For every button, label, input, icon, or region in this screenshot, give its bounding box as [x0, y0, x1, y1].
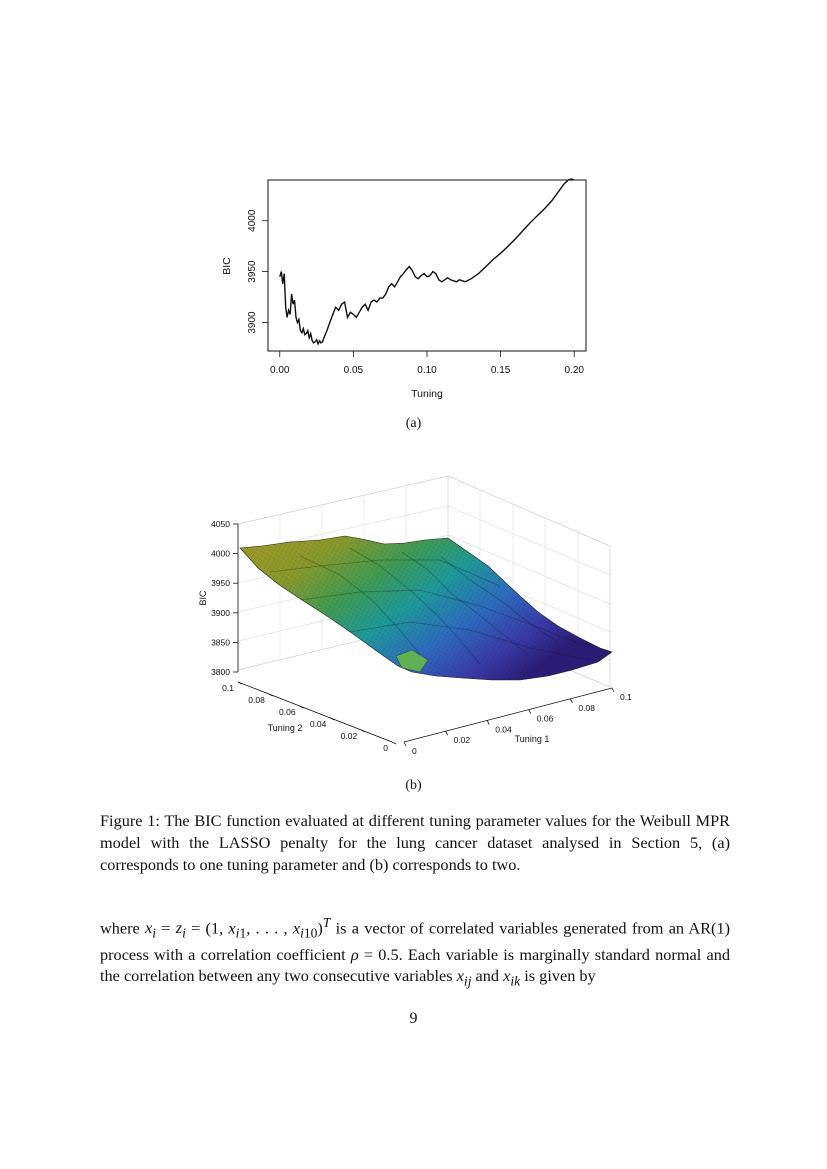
- tuning2-axis-line: [238, 682, 392, 742]
- z-tick-label: 3800: [211, 667, 230, 677]
- tuning1-tick-label: 0.02: [453, 735, 471, 746]
- z-axis-label: BIC: [198, 590, 208, 606]
- figure-caption: Figure 1: The BIC function evaluated at different tuning parameter values for the Weibull MPR model with the LASSO penalty for the lung cancer dataset analysed in Section 5, (a) corresponds to one tuning parameter and (b) corresponds to two.: [100, 811, 730, 874]
- tuning2-tick-label: 0.04: [309, 719, 327, 729]
- tuning2-axis-ticks: [222, 682, 396, 753]
- tuning1-tick-label: 0.08: [578, 702, 595, 713]
- bic-surface: [240, 536, 612, 680]
- x-tick-label: 0.10: [417, 365, 437, 376]
- tuning1-tick-mark: [446, 731, 448, 735]
- y-axis-label: BIC: [221, 257, 233, 275]
- page-number: 9: [409, 1010, 418, 1027]
- tuning2-tick-mark: [392, 742, 396, 744]
- tuning1-tick-label: 0.1: [620, 692, 632, 702]
- tuning2-tick-label: 0.06: [279, 707, 296, 717]
- tuning1-tick-mark: [404, 742, 406, 746]
- tuning1-tick-mark: [487, 720, 489, 724]
- tuning1-tick-label: 0.06: [536, 713, 554, 724]
- body-paragraph: where $x_i = z_i = (1$, $x_{i1}$, . . . , $x_{i10})^T$ is a vector of correlated variables generated from an AR(1) process with a correlation coefficient ρ = 0.5. Each variable is marginally standard normal and the correlation between any two consecutive variables $x_{ij}$ and $x_{ik}$ is given by: [100, 915, 731, 988]
- tuning1-tick-label: 0.04: [495, 724, 512, 735]
- z-tick-label: 3900: [211, 607, 230, 618]
- tuning1-tick-mark: [570, 699, 572, 703]
- z-axis-ticks: [211, 519, 238, 677]
- y-tick-label: 3950: [247, 260, 258, 283]
- x-tick-label: 0.05: [343, 365, 364, 376]
- tuning2-tick-label: 0.1: [222, 683, 234, 693]
- z-tick-label: 4050: [211, 519, 230, 529]
- x-tick-label: 0.00: [270, 365, 290, 376]
- panel-b-label: (b): [405, 778, 422, 793]
- tuning2-tick-label: 0: [383, 743, 388, 753]
- x-tick-label: 0.20: [564, 365, 584, 376]
- panel-a-label: (a): [405, 416, 422, 431]
- tuning2-tick-label: 0.02: [340, 731, 358, 741]
- z-tick-label: 4000: [211, 548, 230, 559]
- tuning2-axis-label: Tuning 2: [267, 723, 303, 733]
- tuning2-tick-label: 0.08: [248, 695, 265, 705]
- x-tick-label: 0.15: [490, 365, 511, 376]
- y-tick-label: 4000: [247, 209, 258, 232]
- z-tick-label: 3850: [211, 637, 230, 648]
- x-axis-label: Tuning: [411, 388, 443, 400]
- tuning1-tick-mark: [529, 710, 531, 714]
- y-tick-label: 3900: [247, 311, 258, 334]
- tuning1-axis-label: Tuning 1: [514, 734, 550, 744]
- tuning1-axis-ticks: [404, 688, 632, 756]
- z-tick-label: 3950: [211, 578, 230, 589]
- tuning1-tick-label: 0: [412, 746, 417, 756]
- tuning1-tick-mark: [612, 688, 614, 692]
